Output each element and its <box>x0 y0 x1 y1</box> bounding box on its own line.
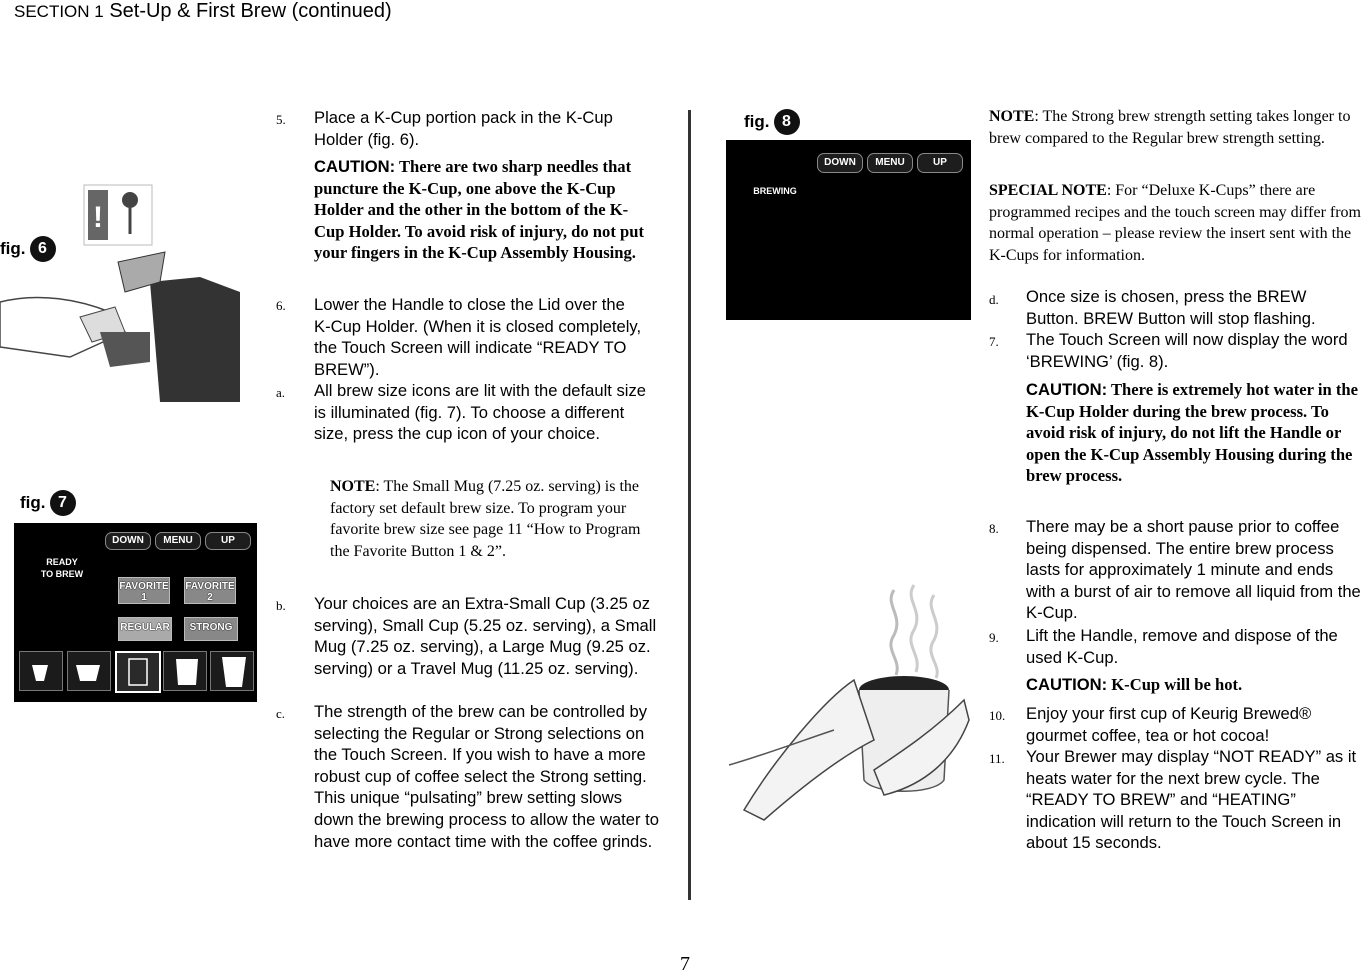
step-d-text: Once size is chosen, press the BREW Button. BREW Button will stop flashing. <box>1026 287 1316 328</box>
step-5-text: Place a K-Cup portion pack in the K-Cup Holder (fig. 6). <box>314 108 613 149</box>
step-a-number: a. <box>276 385 286 400</box>
step-c-text: The strength of the brew can be controlled by selecting the Regular or Strong selections on the Touch Screen. If you wish to have a more robust cup of coffee select the Strong setting. This unique “pulsating” brew setting slows down the brewing process to allow the water to have more contact time with the coffee grinds. <box>314 702 659 851</box>
section-number: SECTION 1 <box>14 2 104 21</box>
step-8-text: There may be a short pause prior to coffee being dispensed. The entire brew process lasts for approximately 1 minute and ends with a burst of air to remove all liquid from the K-Cup. <box>1026 517 1361 623</box>
step-10-number: 10. <box>989 708 1006 723</box>
fig7-touch-screen <box>14 523 257 702</box>
page-number: 7 <box>680 953 690 975</box>
step-a-text: All brew size icons are lit with the default size is illuminated (fig. 7). To choose a different size, press the cup icon of your choice. <box>314 381 647 444</box>
step-7-number: 7. <box>989 334 999 349</box>
column-divider <box>688 110 691 900</box>
fig6-number: 6 <box>30 236 56 262</box>
favorite-1-button: FAVORITE 1 <box>118 577 170 604</box>
step-9-number: 9. <box>989 630 999 645</box>
fig6-label: fig. 6 <box>0 236 56 262</box>
step-6-text: Lower the Handle to close the Lid over the K-Cup Holder. (When it is closed completely, the Touch Screen will indicate “READY TO BREW”). <box>314 295 642 379</box>
menu-button: MENU <box>867 153 913 173</box>
step-7-text: The Touch Screen will now display the word ‘BREWING’ (fig. 8). <box>1026 330 1348 371</box>
note-strong-brew: NOTE: The Strong brew strength setting takes longer to brew compared to the Regular brew strength setting. <box>989 108 1351 147</box>
step-9-text: Lift the Handle, remove and dispose of the used K-Cup. <box>1026 626 1338 667</box>
down-button: DOWN <box>105 532 151 550</box>
step-b-number: b. <box>276 598 286 613</box>
step-b-text: Your choices are an Extra-Small Cup (3.25 oz serving), Small Cup (5.25 oz. serving), a Small Mug (7.25 oz. serving), a Large Mug (9.25 oz. serving) or a Travel Mug (11.25 oz. serving). <box>314 594 657 678</box>
fig8-number: 8 <box>774 109 800 135</box>
caution-needles: CAUTION: There are two sharp needles that puncture the K-Cup, one above the K-Cup Holder and the other in the bottom of the K-Cup Holder. To avoid risk of injury, do not put your fingers in the K-Cup Assembly Housing. <box>314 157 644 263</box>
step-6-number: 6. <box>276 298 286 313</box>
step-11-text: Your Brewer may display “NOT READY” as it heats water for the next brew cycle. The “READY TO BREW” and “HEATING” indication will return to the Touch Screen in about 15 seconds. <box>1026 747 1357 853</box>
menu-button: MENU <box>155 532 201 550</box>
caution-hot-water: CAUTION: There is extremely hot water in the K-Cup Holder during the brew process. To avoid risk of injury, do not lift the Handle or open the K-Cup Assembly Housing during the brew process. <box>1026 380 1358 486</box>
step-10-text: Enjoy your first cup of Keurig Brewed® gourmet coffee, tea or hot cocoa! <box>1026 704 1312 745</box>
up-button: UP <box>917 153 963 173</box>
up-button: UP <box>205 532 251 550</box>
hands-holding-coffee-illustration <box>724 580 974 830</box>
step-11-number: 11. <box>989 751 1005 766</box>
step-8-number: 8. <box>989 521 999 536</box>
favorite-2-button: FAVORITE 2 <box>184 577 236 604</box>
brewing-status: BREWING <box>753 186 797 196</box>
svg-text:!: ! <box>93 201 103 234</box>
note-default-size: NOTE: The Small Mug (7.25 oz. serving) is the factory set default brew size. To program your favorite brew size see page 11 “How to Program the Favorite Button 1 & 2”. <box>330 478 641 560</box>
fig8-label: fig. 8 <box>744 109 800 135</box>
fig6-illustration <box>0 182 242 402</box>
down-button: DOWN <box>817 153 863 173</box>
regular-button: REGULAR <box>118 617 172 641</box>
fig8-touch-screen <box>726 140 971 320</box>
section-title: Set-Up & First Brew (continued) <box>109 0 392 22</box>
step-c-number: c. <box>276 706 286 721</box>
step-d-number: d. <box>989 292 999 307</box>
section-header <box>14 0 392 23</box>
needle-icon <box>122 192 138 208</box>
strong-button: STRONG <box>184 617 238 641</box>
fig7-label: fig. 7 <box>20 490 76 516</box>
ready-to-brew-status: READY TO BREW <box>40 557 84 579</box>
caution-kcup-hot: CAUTION: K-Cup will be hot. <box>1026 675 1243 694</box>
special-note-deluxe: SPECIAL NOTE: For “Deluxe K-Cups” there are programmed recipes and the touch screen may differ from normal operation – please review the insert sent with the K-Cups for information. <box>989 182 1361 264</box>
fig7-number: 7 <box>50 490 76 516</box>
step-5-number: 5. <box>276 112 286 127</box>
